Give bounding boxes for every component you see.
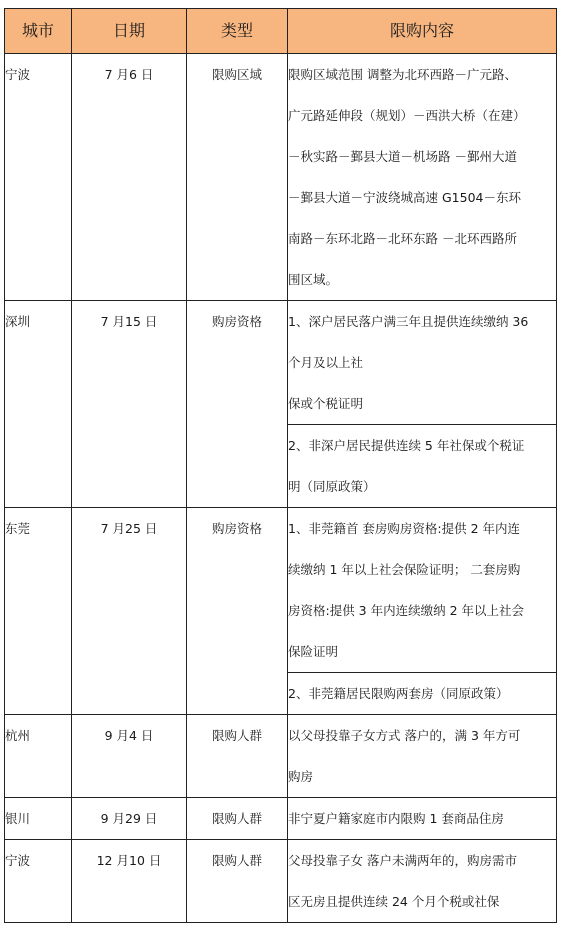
cell-date: 7 月25 日 bbox=[72, 508, 187, 715]
cell-content bbox=[288, 673, 557, 715]
content-line: 续缴纳 1 年以上社会保险证明； 二套房购 bbox=[288, 562, 521, 577]
table-row bbox=[5, 54, 557, 301]
cell-content bbox=[288, 54, 557, 301]
cell-content bbox=[288, 301, 557, 425]
content-line: 以父母投靠子女方式 落户的，满 3 年方可 bbox=[288, 728, 521, 743]
content-line: 房资格:提供 3 年内连续缴纳 2 年以上社会 bbox=[288, 603, 525, 618]
content-line: 保或个税证明 bbox=[288, 396, 364, 411]
table-row bbox=[5, 301, 557, 425]
cell-city: 深圳 bbox=[5, 301, 72, 508]
header-city: 城市 bbox=[5, 9, 72, 54]
table-body bbox=[5, 54, 557, 923]
cell-type: 限购人群 bbox=[187, 798, 288, 840]
content-line: －鄞县大道－宁波绕城高速 G1504－东环 bbox=[288, 190, 521, 205]
table-header-row bbox=[5, 9, 557, 54]
table-row bbox=[5, 840, 557, 923]
cell-city: 宁波 bbox=[5, 54, 72, 301]
content-line: 个月及以上社 bbox=[288, 355, 364, 370]
cell-content bbox=[288, 425, 557, 508]
purchase-restriction-table bbox=[4, 8, 557, 923]
content-line: 1、非莞籍首 套房购房资格:提供 2 年内连 bbox=[288, 521, 521, 536]
cell-city: 杭州 bbox=[5, 715, 72, 798]
content-line: 限购区域范围 调整为北环西路－广元路、 bbox=[288, 67, 517, 82]
table-row bbox=[5, 798, 557, 840]
cell-date: 7 月6 日 bbox=[72, 54, 187, 301]
cell-date: 12 月10 日 bbox=[72, 840, 187, 923]
content-line: 广元路延伸段（规划）－西洪大桥（在建） bbox=[288, 108, 526, 123]
cell-city: 东莞 bbox=[5, 508, 72, 715]
header-date: 日期 bbox=[72, 9, 187, 54]
cell-date: 9 月29 日 bbox=[72, 798, 187, 840]
content-line: 围区域。 bbox=[288, 272, 339, 287]
content-line: 区无房且提供连续 24 个月个税或社保 bbox=[288, 894, 500, 909]
content-line: 购房 bbox=[288, 769, 314, 784]
content-line: 保险证明 bbox=[288, 644, 339, 659]
content-line: 明（同原政策） bbox=[288, 479, 376, 494]
cell-type: 限购区域 bbox=[187, 54, 288, 301]
content-line: 2、非深户居民提供连续 5 年社保或个税证 bbox=[288, 438, 525, 453]
cell-type: 限购人群 bbox=[187, 715, 288, 798]
cell-date: 7 月15 日 bbox=[72, 301, 187, 508]
table-row bbox=[5, 508, 557, 673]
cell-content bbox=[288, 508, 557, 673]
content-line: 非宁夏户籍家庭市内限购 1 套商品住房 bbox=[288, 811, 504, 826]
cell-content bbox=[288, 715, 557, 798]
header-type: 类型 bbox=[187, 9, 288, 54]
cell-date: 9 月4 日 bbox=[72, 715, 187, 798]
content-line: －秋实路－鄞县大道－机场路 －鄞州大道 bbox=[288, 149, 517, 164]
cell-content bbox=[288, 840, 557, 923]
cell-type: 购房资格 bbox=[187, 301, 288, 508]
cell-type: 限购人群 bbox=[187, 840, 288, 923]
table-row bbox=[5, 715, 557, 798]
content-line: 1、深户居民落户满三年且提供连续缴纳 36 bbox=[288, 314, 529, 329]
header-content: 限购内容 bbox=[288, 9, 557, 54]
cell-city: 银川 bbox=[5, 798, 72, 840]
content-line: 父母投靠子女 落户未满两年的，购房需市 bbox=[288, 853, 517, 868]
cell-city: 宁波 bbox=[5, 840, 72, 923]
content-line: 南路－东环北路－北环东路 －北环西路所 bbox=[288, 231, 517, 246]
cell-type: 购房资格 bbox=[187, 508, 288, 715]
cell-content bbox=[288, 798, 557, 840]
content-line: 2、非莞籍居民限购两套房（同原政策） bbox=[288, 686, 509, 701]
